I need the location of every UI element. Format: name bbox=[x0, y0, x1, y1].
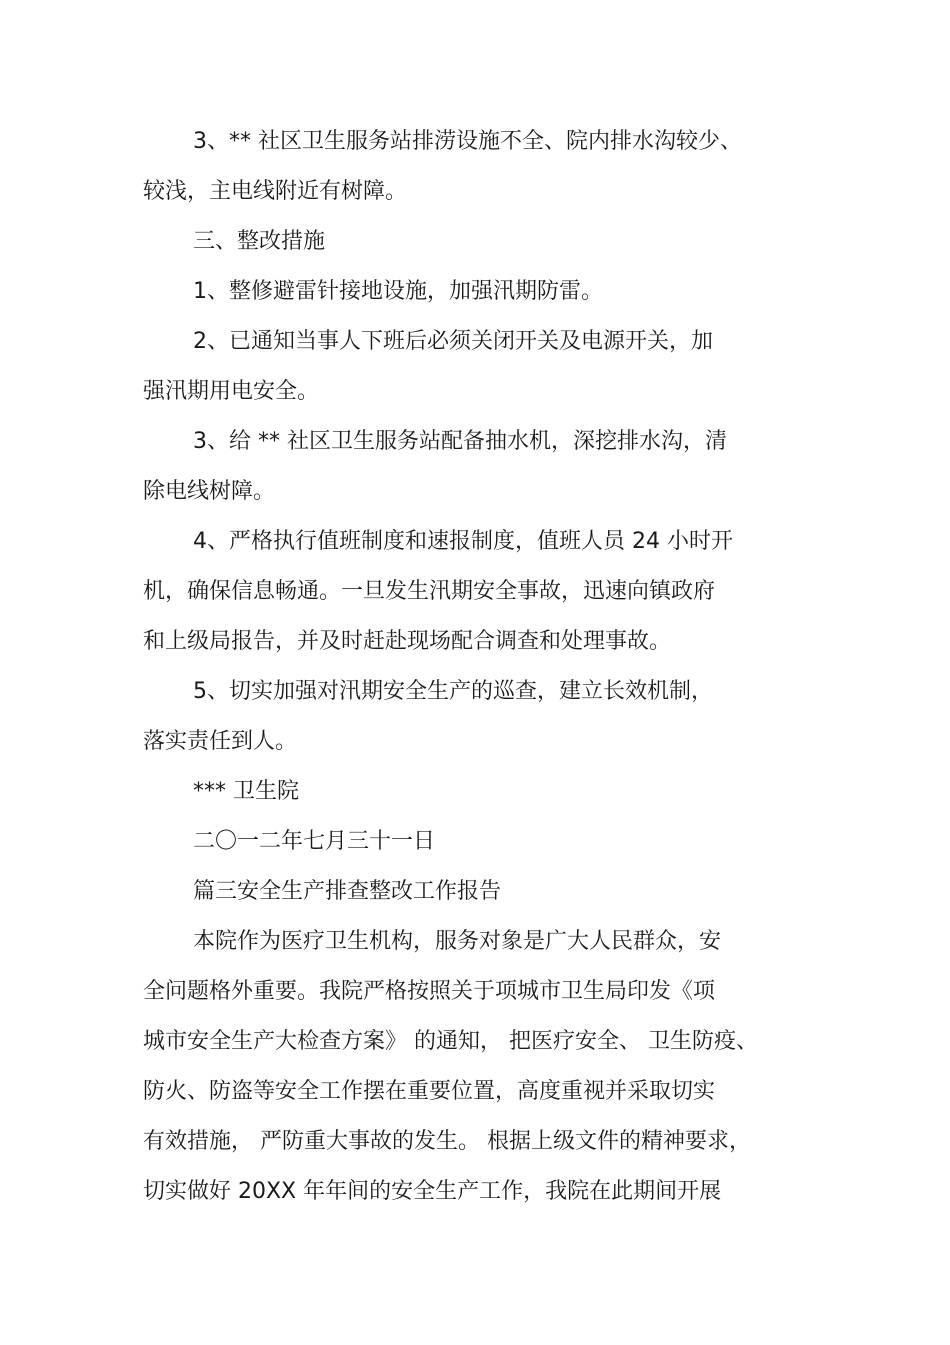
text-line: 有效措施， 严防重大事故的发生。 根据上级文件的精神要求， bbox=[143, 1129, 751, 1154]
text-line: 3、给 ** 社区卫生服务站配备抽水机，深挖排水沟，清 bbox=[193, 429, 727, 454]
text-line: 2、已通知当事人下班后必须关闭开关及电源开关，加 bbox=[193, 329, 713, 354]
text-line: 本院作为医疗卫生机构，服务对象是广大人民群众，安 bbox=[193, 929, 722, 954]
text-line: 防火、防盗等安全工作摆在重要位置，高度重视并采取切实 bbox=[143, 1079, 716, 1104]
text-line: 和上级局报告，并及时赶赴现场配合调查和处理事故。 bbox=[143, 629, 672, 654]
report-title: 篇三安全生产排查整改工作报告 bbox=[193, 879, 502, 904]
section-heading: 三、整改措施 bbox=[193, 229, 326, 254]
text-line: 强汛期用电安全。 bbox=[143, 379, 320, 404]
signature-org: *** 卫生院 bbox=[193, 779, 299, 804]
text-line: 5、切实加强对汛期安全生产的巡查，建立长效机制， bbox=[193, 679, 713, 704]
text-line: 较浅，主电线附近有树障。 bbox=[143, 179, 408, 204]
text-line: 落实责任到人。 bbox=[143, 729, 298, 754]
text-line: 除电线树障。 bbox=[143, 479, 276, 504]
text-line: 1、整修避雷针接地设施，加强汛期防雷。 bbox=[193, 279, 603, 304]
text-line: 城市安全生产大检查方案》 的通知， 把医疗安全、 卫生防疫、 bbox=[143, 1029, 758, 1054]
text-line: 切实做好 20XX 年年间的安全生产工作，我院在此期间开展 bbox=[143, 1179, 722, 1204]
text-line: 4、严格执行值班制度和速报制度，值班人员 24 小时开 bbox=[193, 529, 733, 554]
signature-date: 二〇一二年七月三十一日 bbox=[193, 829, 436, 854]
text-line: 3、** 社区卫生服务站排涝设施不全、院内排水沟较少、 bbox=[193, 129, 742, 154]
text-line: 全问题格外重要。我院严格按照关于项城市卫生局印发《项 bbox=[143, 979, 716, 1004]
text-line: 机，确保信息畅通。一旦发生汛期安全事故，迅速向镇政府 bbox=[143, 579, 716, 604]
